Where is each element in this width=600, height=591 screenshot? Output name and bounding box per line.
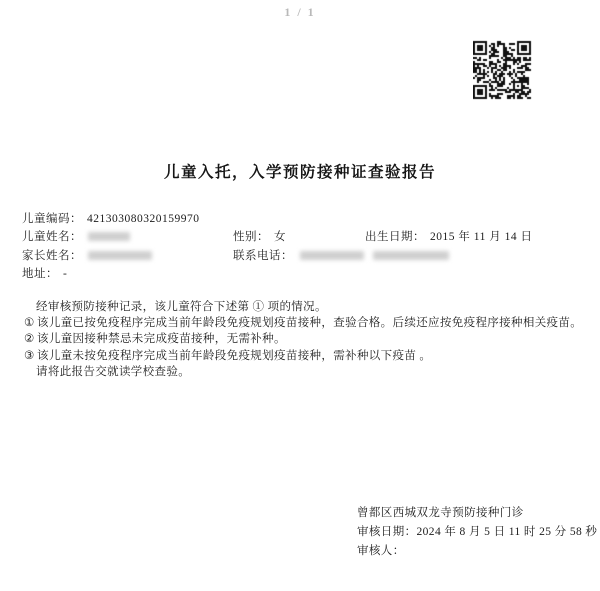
phone-redacted-2 — [373, 251, 449, 260]
page-indicator: 1 / 1 — [284, 5, 316, 19]
child-name-label: 儿童姓名： — [22, 231, 82, 243]
circled-number-3: ③ — [24, 349, 35, 362]
reviewer-label: 审核人： — [357, 545, 405, 557]
signature-block — [357, 504, 598, 561]
submit-to-school-note: 请将此报告交就读学校查验。 — [36, 365, 191, 378]
qr-code-icon — [473, 39, 532, 100]
birth-date-value: 2015 年 11 月 14 日 — [430, 231, 533, 243]
gender-value: 女 — [274, 231, 286, 243]
birth-date-label: 出生日期： — [365, 231, 425, 243]
result-option-3-text: 该儿童未按免疫程序完成当前年龄段免疫规划疫苗接种，需补种以下疫苗 。 — [37, 349, 432, 362]
verification-result-section — [24, 299, 584, 380]
result-option-2 — [24, 331, 584, 347]
guardian-name-label: 家长姓名： — [22, 250, 82, 262]
reviewer-line — [357, 542, 587, 561]
child-name-redacted — [88, 232, 130, 241]
result-option-2-text: 该儿童因接种禁忌未完成疫苗接种，无需补种。 — [37, 333, 286, 346]
address-label: 地址： — [22, 268, 58, 280]
result-intro-line: 经审核预防接种记录，该儿童符合下述第 ① 项的情况。 — [36, 301, 327, 313]
field-row-child-code — [22, 210, 578, 224]
gender-label: 性别： — [233, 231, 269, 243]
field-row-guardian-phone — [22, 247, 578, 261]
circled-number-1: ① — [24, 317, 35, 330]
child-code-value: 421303080320159970 — [87, 213, 200, 225]
phone-redacted-1 — [300, 251, 364, 260]
result-option-1-text: 该儿童已按免疫程序完成当前年龄段免疫规划疫苗接种，查验合格。后续还应按免疫程序接种相关疫苗。 — [37, 317, 583, 330]
clinic-name: 曾都区西城双龙寺预防接种门诊 — [357, 507, 524, 519]
field-row-address — [22, 265, 578, 279]
result-option-1 — [24, 315, 584, 331]
result-option-3 — [24, 348, 584, 364]
review-date-line — [357, 523, 598, 542]
circled-number-2: ② — [24, 333, 35, 346]
review-date-value: 2024 年 8 月 5 日 11 时 25 分 58 秒 — [416, 526, 598, 538]
field-row-name-gender-birth — [22, 228, 578, 242]
document-title: 儿童入托，入学预防接种证查验报告 — [163, 164, 436, 181]
phone-label: 联系电话： — [233, 250, 293, 262]
guardian-name-redacted — [88, 251, 152, 260]
review-date-label: 审核日期： — [357, 526, 417, 538]
child-code-label: 儿童编码： — [22, 213, 82, 225]
address-value: - — [63, 268, 68, 280]
